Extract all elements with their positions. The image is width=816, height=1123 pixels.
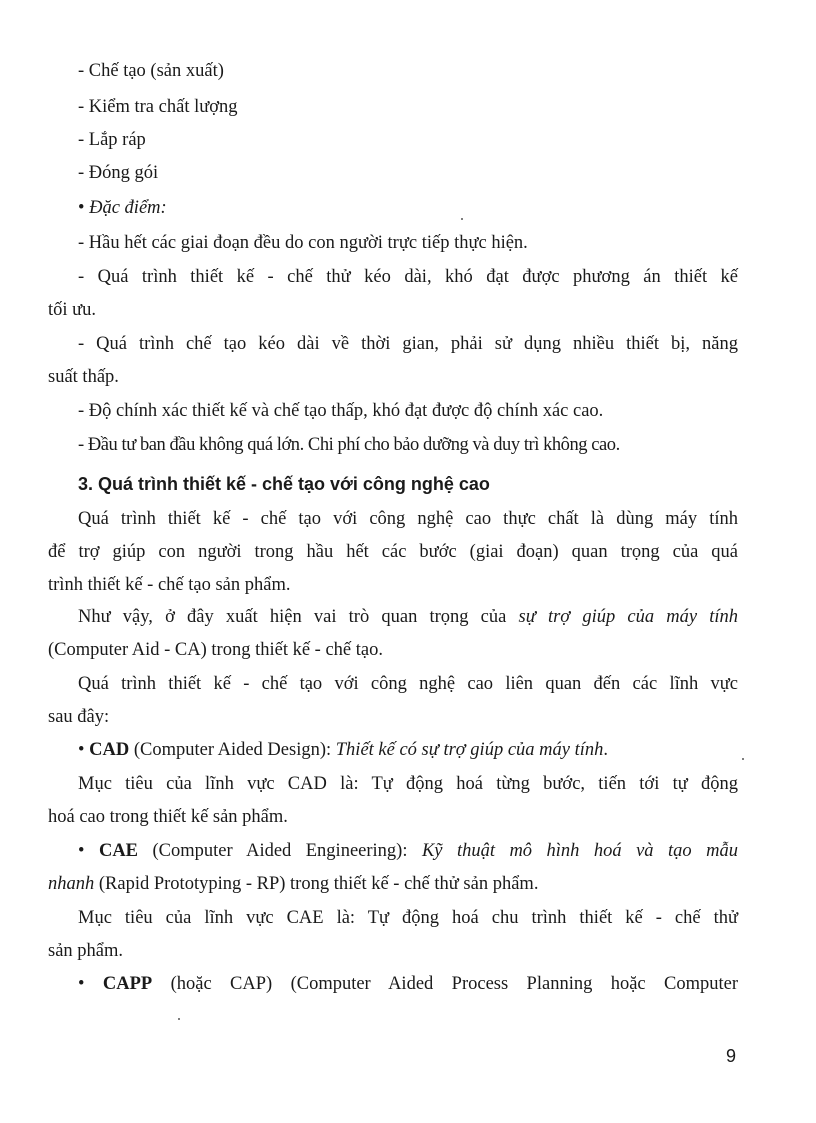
- term-cad: CAD: [89, 740, 130, 760]
- bullet: •: [78, 198, 85, 218]
- scan-speck: [742, 758, 744, 760]
- paragraph-line: sau đây:: [48, 707, 110, 727]
- bullet: •: [78, 974, 85, 994]
- paragraph-line: để trợ giúp con người trong hầu hết các bước (giai đoạn) quan trọng của quá: [48, 542, 738, 562]
- paragraph-line: sản phẩm.: [48, 941, 124, 961]
- characteristics-label: [78, 197, 167, 219]
- text-run: .: [603, 740, 609, 760]
- paragraph-line: Mục tiêu của lĩnh vực CAE là: Tự động hoá chu trình thiết kế - chế thử: [78, 908, 738, 928]
- italic-term: sự trợ giúp của máy tính: [518, 607, 738, 627]
- page-number: 9: [726, 1046, 737, 1066]
- paragraph-line: - Hầu hết các giai đoạn đều do con người trực tiếp thực hiện.: [78, 233, 528, 253]
- scan-speck: [461, 218, 463, 220]
- term-capp: CAPP: [102, 974, 153, 994]
- paragraph-line: [48, 873, 538, 895]
- paragraph-line: - Quá trình thiết kế - chế thử kéo dài, khó đạt được phương án thiết kế: [78, 267, 738, 287]
- italic-term: Thiết kế có sự trợ giúp của máy tính: [335, 740, 604, 760]
- cae-item: [78, 840, 738, 862]
- paragraph-line: tối ưu.: [48, 300, 97, 320]
- section-heading: 3. Quá trình thiết kế - chế tạo với công nghệ cao: [78, 474, 490, 494]
- bullet: •: [78, 841, 85, 861]
- paragraph-line: - Đầu tư ban đầu không quá lớn. Chi phí cho bảo dưỡng và duy trì không cao.: [78, 435, 620, 455]
- paragraph-line: hoá cao trong thiết kế sản phẩm.: [48, 807, 288, 827]
- capp-item: [78, 973, 738, 995]
- text-run: (Computer Aided Design):: [129, 740, 336, 760]
- bullet: •: [78, 740, 85, 760]
- cad-item: [78, 739, 608, 761]
- italic-term: nhanh: [48, 874, 95, 894]
- paragraph-line: Quá trình thiết kế - chế tạo với công nghệ cao liên quan đến các lĩnh vực: [78, 674, 738, 694]
- paragraph-line: Quá trình thiết kế - chế tạo với công nghệ cao thực chất là dùng máy tính: [78, 509, 738, 529]
- paragraph-line: - Quá trình chế tạo kéo dài về thời gian, phải sử dụng nhiều thiết bị, năng: [78, 334, 738, 354]
- scan-speck: [178, 1018, 180, 1020]
- text-run: (Computer Aided Engineering):: [138, 841, 422, 861]
- text-run: (Rapid Prototyping - RP) trong thiết kế - chế thử sản phẩm.: [94, 874, 539, 894]
- paragraph-line: (Computer Aid - CA) trong thiết kế - chế tạo.: [48, 640, 383, 660]
- paragraph-line: suất thấp.: [48, 367, 119, 387]
- list-item-manufacture: - Chế tạo (sản xuất): [78, 61, 224, 81]
- paragraph-line: [78, 606, 738, 628]
- paragraph-line: - Độ chính xác thiết kế và chế tạo thấp, khó đạt được độ chính xác cao.: [78, 401, 604, 421]
- list-item-assembly: - Lắp ráp: [78, 130, 146, 150]
- list-item-quality-check: - Kiểm tra chất lượng: [78, 97, 238, 117]
- text-run: (hoặc CAP) (Computer Aided Process Planning hoặc Computer: [152, 974, 739, 994]
- list-item-packaging: - Đóng gói: [78, 163, 159, 183]
- paragraph-line: Mục tiêu của lĩnh vực CAD là: Tự động hoá từng bước, tiến tới tự động: [78, 774, 738, 794]
- term-cae: CAE: [98, 841, 139, 861]
- italic-term: Kỹ thuật mô hình hoá và tạo mẫu: [421, 841, 738, 861]
- text-run: Như vậy, ở đây xuất hiện vai trò quan trọng của: [78, 607, 519, 627]
- paragraph-line: trình thiết kế - chế tạo sản phẩm.: [48, 575, 291, 595]
- characteristics-text: Đặc điểm:: [89, 198, 167, 218]
